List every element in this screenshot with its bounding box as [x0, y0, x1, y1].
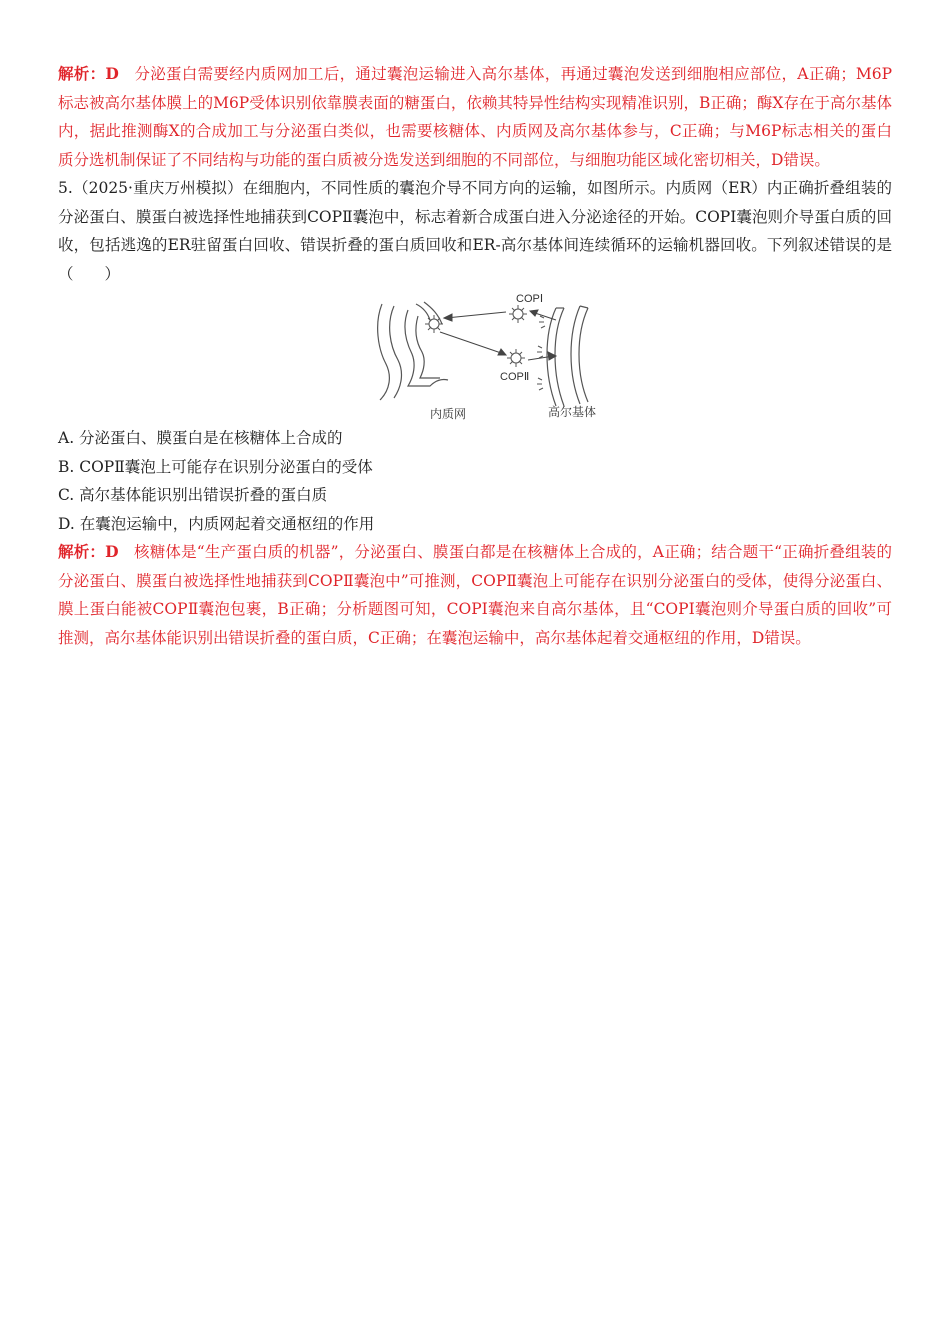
analysis-2-text: 核糖体是“生产蛋白质的机器”，分泌蛋白、膜蛋白都是在核糖体上合成的，A正确；结合题干“正确折叠组装的分泌蛋白、膜蛋白被选择性地捕获到COPⅡ囊泡中”可推测，COPⅡ囊泡上可能存在识别分泌蛋白的受体，使得分泌蛋白、膜上蛋白能被COPⅡ囊泡包裹，B正确；分析题图可知，COPI囊泡来自高尔基体，且“COPI囊泡则介导蛋白质的回收”可推测，高尔基体能识别出错误折叠的蛋白质，C正确；在囊泡运输中，高尔基体起着交通枢纽的作用，D错误。 [58, 543, 892, 647]
analysis-1-text: 分泌蛋白需要经内质网加工后，通过囊泡运输进入高尔基体，再通过囊泡发送到细胞相应部位，A正确；M6P标志被高尔基体膜上的M6P受体识别依靠膜表面的糖蛋白，依赖其特异性结构实现精准识别，B正确；酶X存在于高尔基体内，据此推测酶X的合成加工与分泌蛋白类似，也需要核糖体、内质网及高尔基体参与，C正确；与M6P标志相关的蛋白质分选机制保证了不同结构与功能的蛋白质被分选发送到细胞的不同部位，与细胞功能区域化密切相关，D错误。 [58, 65, 893, 169]
er-bud-vesicle [425, 315, 443, 333]
golgi-cisterna-4 [579, 308, 588, 402]
golgi-label: 高尔基体 [548, 405, 597, 419]
option-d: D. 在囊泡运输中，内质网起着交通枢纽的作用 [58, 514, 375, 533]
option-b: B. COPⅡ囊泡上可能存在识别分泌蛋白的受体 [58, 457, 373, 476]
copii-vesicle-icon [507, 349, 525, 367]
copi-label: COPⅠ [516, 293, 544, 305]
er-label: 内质网 [430, 407, 467, 421]
er-membrane-2 [390, 306, 402, 398]
golgi-cap-1 [580, 306, 588, 308]
option-a: A. 分泌蛋白、膜蛋白是在核糖体上合成的 [58, 429, 343, 447]
er-membrane-4 [416, 316, 440, 378]
option-c: C. 高尔基体能识别出错误折叠的蛋白质 [58, 486, 328, 504]
golgi-cisterna-2 [555, 308, 564, 406]
vesicle-transport-figure [58, 294, 892, 422]
analysis-1-answer: D [105, 64, 119, 83]
copii-label: COPⅡ [500, 371, 530, 383]
analysis-2-answer: D [105, 542, 119, 561]
golgi-bud-marks [537, 316, 545, 390]
analysis-2 [58, 538, 892, 652]
analysis-2-label: 解析： [58, 542, 106, 561]
page-content [58, 60, 892, 652]
er-membrane-3 [405, 310, 448, 386]
analysis-1-label: 解析： [58, 64, 106, 83]
analysis-1 [58, 60, 892, 174]
question-5-stem: 5.（2025·重庆万州模拟）在细胞内，不同性质的囊泡介导不同方向的运输，如图所示。内质网（ER）内正确折叠组装的分泌蛋白、膜蛋白被选择性地捕获到COPⅡ囊泡中，标志着新合成蛋白进入分泌途径的开始。COPI囊泡则介导蛋白质的回收，包括逃逸的ER驻留蛋白回收、错误折叠的蛋白质回收和ER-高尔基体间连续循环的运输机器回收。下列叙述错误的是（ ） [58, 179, 892, 283]
vesicle-diagram [368, 293, 597, 422]
copi-vesicle-icon [509, 305, 527, 323]
er-membrane-1 [378, 304, 390, 400]
